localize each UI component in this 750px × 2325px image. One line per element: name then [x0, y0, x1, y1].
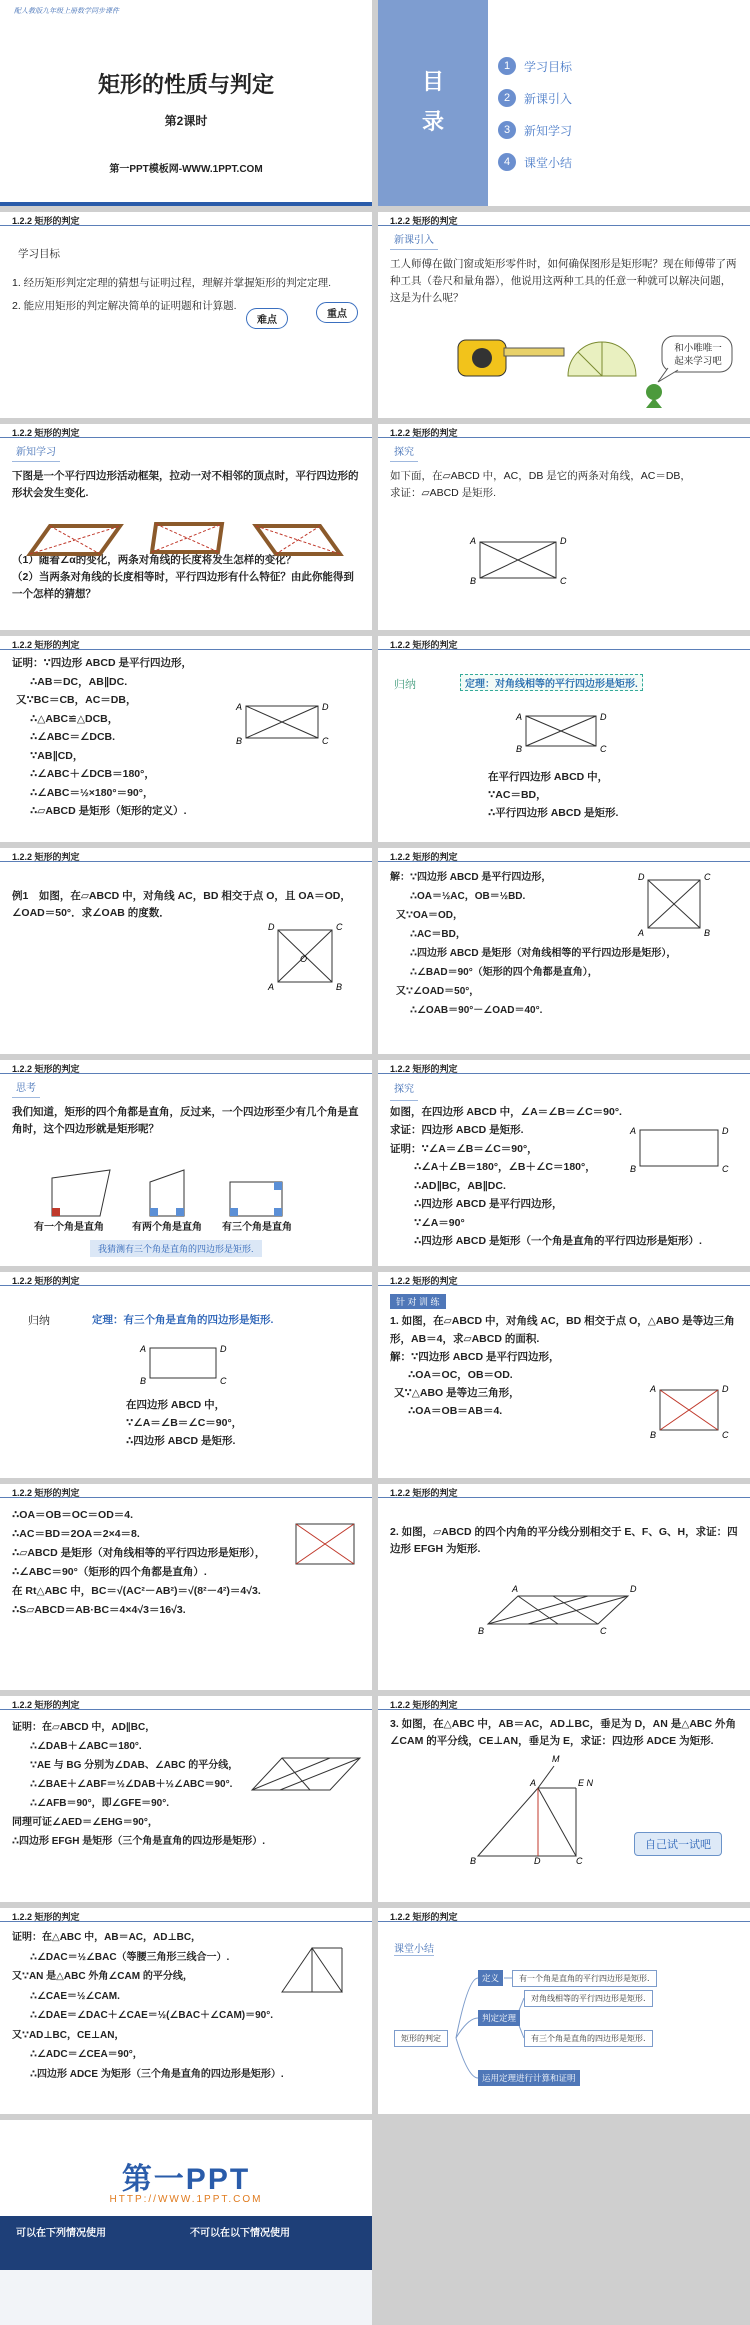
- svg-text:C: C: [600, 1626, 607, 1636]
- cover-subtitle: 第2课时: [164, 114, 208, 128]
- footer-left-title: 可以在下列情况使用: [16, 2228, 106, 2239]
- svg-text:B: B: [630, 1164, 637, 1174]
- vertex-label: B: [470, 576, 477, 586]
- slide-proof-1: [0, 636, 372, 842]
- svg-text:B: B: [140, 1376, 147, 1386]
- theorem-box: 定理：对角线相等的平行四边形是矩形.: [460, 674, 643, 691]
- svg-text:C: C: [576, 1856, 583, 1866]
- svg-text:O: O: [300, 954, 308, 964]
- question-line: （2）当两条对角线的长度相等时，平行四边形有什么特征？由此你能得到一个怎样的猜想？: [12, 571, 354, 600]
- footer-logo: 第一PPT: [121, 2163, 251, 2196]
- slide-practice-1-cont: [0, 1484, 372, 1690]
- theorem-line: 在平行四边形 ABCD 中，: [488, 771, 609, 783]
- proof-line: ∴四边形 ABCD 是矩形（一个角是直角的平行四边形是矩形）.: [414, 1235, 702, 1247]
- practice-text: 3. 如图，在△ABC 中，AB＝AC，AD⊥BC，垂足为 D，AN 是△ABC 外角∠CAM 的平分线，CE⊥AN，垂足为 E，求证：四边形 ADCE 为矩形.: [390, 1718, 736, 1747]
- toc-item-label: 新课引入: [524, 91, 573, 106]
- section-tag: 思考: [12, 1080, 40, 1098]
- proof-line: ∴∠ABC＋∠DCB＝180°，: [30, 768, 155, 780]
- proof-line: 求证：四边形 ABCD 是矩形.: [390, 1124, 524, 1136]
- svg-text:M: M: [552, 1754, 560, 1764]
- svg-text:B: B: [650, 1430, 657, 1440]
- slide-header: 1.2.2 矩形的判定: [378, 848, 750, 862]
- slide-header: 1.2.2 矩形的判定: [378, 1696, 750, 1710]
- proof-line: ∴∠BAE＋∠ABF＝½∠DAB＋½∠ABC＝90°.: [30, 1779, 233, 1790]
- proof-line: ∴∠CAE＝½∠CAM.: [30, 1990, 120, 2002]
- intro-text: 下图是一个平行四边形活动框架，拉动一对不相邻的顶点时，平行四边形的形状会发生变化.: [12, 470, 359, 499]
- slide-explore-2: [378, 1060, 750, 1266]
- slide-header: 1.2.2 矩形的判定: [378, 636, 750, 650]
- intro-text: 工人师傅在做门窗或矩形零件时，如何确保图形是矩形呢？现在师傅带了两种工具（卷尺和量角器），他说用这两种工具的任意一种就可以解决问题，这是为什么呢？: [390, 258, 737, 304]
- case-label: 有两个角是直角: [132, 1222, 202, 1233]
- proof-line: ∴∠ADC＝∠CEA＝90°，: [30, 2049, 143, 2060]
- proof-line: ∴∠ABC＝½×180°＝90°，: [30, 786, 154, 799]
- section-tag: 课堂小结: [394, 1940, 434, 1956]
- goal-line: 1. 经历矩形判定定理的猜想与证明过程，理解并掌握矩形的判定定理.: [12, 277, 332, 289]
- proof-line: ∵AE 与 BG 分别为∠DAB、∠ABC 的平分线，: [30, 1760, 239, 1771]
- proof-line: 证明：∵∠A＝∠B＝∠C＝90°，: [390, 1142, 538, 1155]
- solution-line: ∴四边形 ABCD 是矩形（对角线相等的平行四边形是矩形），: [410, 948, 677, 959]
- svg-text:B: B: [704, 928, 711, 938]
- solution-line: ∴OA＝½AC，OB＝½BD.: [410, 891, 526, 902]
- svg-text:C: C: [220, 1376, 227, 1386]
- toc-item-label: 学习目标: [524, 59, 573, 74]
- practice-line: 1. 如图，在▱ABCD 中，对角线 AC，BD 相交于点 O，△ABO 是等边三角形，AB＝4，求▱ABCD 的面积.: [390, 1315, 735, 1345]
- svg-text:A: A: [236, 702, 243, 712]
- svg-text:B: B: [470, 1856, 477, 1866]
- summary-center: 矩形的判定: [394, 2030, 448, 2047]
- proof-line: ∴∠ABC＝∠DCB.: [30, 731, 116, 743]
- summary-detail: 有三个角是直角的四边形是矩形.: [524, 2030, 653, 2047]
- problem-line: 求证：▱ABCD 是矩形.: [390, 487, 497, 499]
- svg-text:B: B: [478, 1626, 485, 1636]
- triangle-figure: [0, 1908, 372, 2114]
- svg-text:C: C: [600, 744, 607, 754]
- rectangle-figure: [0, 1484, 372, 1690]
- solution-line: ∴∠BAD＝90°（矩形的四个角都是直角），: [410, 967, 598, 978]
- svg-text:D: D: [268, 922, 275, 932]
- slide-intro: [378, 212, 750, 418]
- summary-detail: 有一个角是直角的平行四边形是矩形.: [512, 1970, 657, 1987]
- svg-text:A: A: [140, 1344, 147, 1354]
- proof-line: 又∵AD⊥BC，CE⊥AN，: [12, 2029, 125, 2041]
- tape-measure-icon: [458, 340, 564, 376]
- toc-slide: [378, 0, 750, 206]
- rectangle-figure: [0, 636, 372, 842]
- question-line: （1）随着∠α的变化，两条对角线的长度将发生怎样的变化？: [12, 554, 297, 566]
- case-label: 有一个角是直角: [34, 1222, 104, 1233]
- proof-line: ∴∠A＋∠B＝180°，∠B＋∠C＝180°，: [414, 1161, 596, 1173]
- proof-line: ∴∠DAC＝½∠BAC（等腰三角形三线合一）.: [30, 1951, 230, 1963]
- parallelogram-figure: [378, 1484, 750, 1690]
- rectangle-figure: [378, 848, 750, 1054]
- footer-slide: [0, 2120, 372, 2325]
- svg-text:C: C: [336, 922, 343, 932]
- theorem-line: ∴平行四边形 ABCD 是矩形.: [488, 807, 619, 819]
- proof-line: ∴▱ABCD 是矩形（矩形的定义）.: [30, 805, 187, 817]
- slide-header: 1.2.2 矩形的判定: [0, 1908, 372, 1922]
- solution-line: ∴∠OAB＝90°－∠OAD＝40°.: [410, 1005, 543, 1016]
- svg-text:E N: E N: [578, 1778, 594, 1788]
- theorem-line: 在四边形 ABCD 中，: [126, 1399, 226, 1411]
- svg-text:D: D: [722, 1384, 729, 1394]
- svg-text:B: B: [336, 982, 343, 992]
- slide-explore: [378, 424, 750, 630]
- svg-text:B: B: [236, 736, 243, 746]
- conjecture-banner: 我猜测有三个角是直角的四边形是矩形.: [90, 1240, 262, 1257]
- proof-line: ∴∠AFB＝90°，即∠GFE＝90°.: [30, 1798, 170, 1809]
- cover-title: 矩形的性质与判定: [97, 72, 274, 97]
- toc-item-label: 新知学习: [524, 123, 573, 138]
- slide-learning-goals: [0, 212, 372, 418]
- section-tag: 新知学习: [12, 444, 60, 462]
- slide-practice-1: [378, 1272, 750, 1478]
- proof-line: ∴AB＝DC，AB∥DC.: [30, 675, 128, 688]
- svg-text:D: D: [600, 712, 607, 722]
- vertex-label: A: [470, 536, 477, 546]
- slide-header: 1.2.2 矩形的判定: [0, 1060, 372, 1074]
- vertex-label: C: [560, 576, 567, 586]
- triangle-figure: [378, 1696, 750, 1902]
- slide-header: 1.2.2 矩形的判定: [378, 212, 750, 226]
- summary-branch: 运用定理进行计算和证明: [478, 2070, 580, 2086]
- svg-text:D: D: [638, 872, 645, 882]
- solution-line: 解：∵四边形 ABCD 是平行四边形，: [390, 872, 552, 883]
- rectangle-figure: [378, 424, 750, 630]
- svg-text:A: A: [530, 1778, 537, 1788]
- svg-text:C: C: [322, 736, 329, 746]
- slide-header: 1.2.2 矩形的判定: [0, 212, 372, 226]
- solution-line: ∴∠ABC＝90°（矩形的四个角都是直角）.: [12, 1566, 207, 1578]
- practice-tag: 针 对 训 练: [390, 1294, 446, 1309]
- svg-text:D: D: [322, 702, 329, 712]
- proof-line: 如图，在四边形 ABCD 中，∠A＝∠B＝∠C＝90°.: [390, 1105, 622, 1118]
- parallelogram-figure: [0, 1696, 372, 1902]
- slide-think: [0, 1060, 372, 1266]
- rectangle-figure: [0, 848, 372, 1054]
- slide-header: 1.2.2 矩形的判定: [378, 1272, 750, 1286]
- try-yourself-button[interactable]: 自己试一试吧: [634, 1832, 722, 1856]
- slide-theorem-1: [378, 636, 750, 842]
- summary-branch: 判定定理: [478, 2010, 520, 2026]
- slide-proof-3: [0, 1908, 372, 2114]
- section-tag: 新课引入: [390, 232, 438, 250]
- slide-proof-2: [0, 1696, 372, 1902]
- proof-line: ∴四边形 ADCE 为矩形（三个角是直角的四边形是矩形）.: [30, 2068, 284, 2080]
- rectangle-figure: [378, 1272, 750, 1478]
- svg-text:A: A: [516, 712, 523, 722]
- toc-item[interactable]: [498, 114, 572, 146]
- section-tag: 探究: [390, 444, 418, 462]
- proof-line: 证明：在△ABC 中，AB＝AC，AD⊥BC，: [12, 1932, 202, 1943]
- slide-theorem-2: [0, 1272, 372, 1478]
- slide-header: 1.2.2 矩形的判定: [0, 848, 372, 862]
- slide-header: 1.2.2 矩形的判定: [0, 636, 372, 650]
- svg-text:C: C: [722, 1430, 729, 1440]
- svg-text:A: A: [630, 1126, 637, 1136]
- slide-example-1: [0, 848, 372, 1054]
- cover-topline: 配人教版九年级上册数学同步课件: [14, 8, 119, 15]
- practice-line: 解：∵四边形 ABCD 是平行四边形，: [390, 1351, 560, 1363]
- proof-line: ∴∠DAB＋∠ABC＝180°.: [30, 1741, 142, 1752]
- proof-line: 证明：∵四边形 ABCD 是平行四边形，: [12, 657, 192, 669]
- cover-slide: [0, 0, 372, 206]
- key-point-oval: 重点: [316, 302, 358, 323]
- theorem-line: ∴四边形 ABCD 是矩形.: [126, 1435, 236, 1447]
- toc-item[interactable]: [498, 82, 572, 114]
- svg-text:A: A: [268, 982, 275, 992]
- think-text: 我们知道，矩形的四个角都是直角，反过来，一个四边形至少有几个角是直角时，这个四边形就是矩形呢？: [12, 1106, 359, 1135]
- proof-line: ∵∠A＝90°: [414, 1216, 465, 1229]
- proof-line: 同理可证∠AED＝∠EHG＝90°，: [12, 1817, 158, 1828]
- quadrilaterals-figure: [0, 1060, 372, 1266]
- slide-practice-3: [378, 1696, 750, 1902]
- tools-illustration: [378, 212, 750, 418]
- proof-line: ∵AB∥CD，: [30, 749, 84, 762]
- svg-text:C: C: [704, 872, 711, 882]
- proof-line: ∴四边形 ABCD 是平行四边形，: [414, 1198, 563, 1210]
- toc-item[interactable]: [498, 50, 572, 82]
- slide-summary: [378, 1908, 750, 2114]
- proof-line: 又∵BC＝CB，AC＝DB，: [16, 694, 137, 706]
- proof-line: ∴四边形 EFGH 是矩形（三个角是直角的四边形是矩形）.: [12, 1836, 266, 1847]
- solution-line: ∴AC＝BD＝2OA＝2×4＝8.: [12, 1528, 140, 1540]
- cover-site: 第一PPT模板网-WWW.1PPT.COM: [109, 164, 263, 175]
- bubble-line: 和小唯唯一: [674, 343, 722, 354]
- slide-header: 1.2.2 矩形的判定: [378, 424, 750, 438]
- section-tag: 归纳: [28, 1315, 50, 1327]
- footer-link-area: [0, 2270, 372, 2325]
- solution-line: ∴▱ABCD 是矩形（对角线相等的平行四边形是矩形），: [12, 1547, 266, 1559]
- slide-header: 1.2.2 矩形的判定: [0, 424, 372, 438]
- frames-figure: [0, 424, 372, 630]
- cover-bottom-bar: [0, 202, 372, 206]
- footer-url: HTTP://WWW.1PPT.COM: [109, 2194, 263, 2205]
- protractor-icon: [568, 342, 636, 376]
- slide-header: 1.2.2 矩形的判定: [0, 1696, 372, 1710]
- svg-text:C: C: [722, 1164, 729, 1174]
- svg-text:B: B: [516, 744, 523, 754]
- goal-line: 2. 能应用矩形的判定解决简单的证明题和计算题.: [12, 300, 237, 312]
- proof-line: 又∵AN 是△ABC 外角∠CAM 的平分线，: [12, 1971, 193, 1982]
- toc-list: [498, 50, 572, 178]
- svg-text:A: A: [512, 1584, 519, 1594]
- svg-text:D: D: [722, 1126, 729, 1136]
- slide-solution-1: [378, 848, 750, 1054]
- rectangle-figure: [378, 1060, 750, 1266]
- solution-line: 又∵∠OAD＝50°，: [396, 986, 480, 997]
- svg-text:A: A: [650, 1384, 657, 1394]
- solution-line: ∴OA＝OB＝OC＝OD＝4.: [12, 1509, 134, 1521]
- toc-item[interactable]: [498, 146, 572, 178]
- theorem-line: ∵∠A＝∠B＝∠C＝90°，: [126, 1417, 243, 1429]
- svg-text:D: D: [630, 1584, 637, 1594]
- proof-line: 证明：在▱ABCD 中，AD∥BC，: [12, 1722, 156, 1733]
- slide-new-knowledge: [0, 424, 372, 630]
- practice-line: ∴OA＝OB＝AB＝4.: [408, 1405, 503, 1417]
- svg-text:A: A: [638, 928, 645, 938]
- example-line: 例1 如图，在▱ABCD 中，对角线 AC，BD 相交于点 O，且 OA＝OD，: [12, 890, 351, 902]
- toc-number-badge: 3: [498, 121, 516, 139]
- section-tag: 探究: [390, 1081, 418, 1101]
- section-tag: 学习目标: [18, 248, 60, 260]
- section-tag: 归纳: [394, 679, 416, 691]
- difficult-point-oval: 难点: [246, 308, 288, 329]
- solution-line: ∴AC＝BD，: [410, 929, 466, 940]
- vertex-label: D: [560, 536, 567, 546]
- theorem-line: ∵AC＝BD，: [488, 789, 547, 801]
- practice-text: 2. 如图，▱ABCD 的四个内角的平分线分别相交于 E、F、G、H，求证：四边形 EFGH 为矩形.: [390, 1526, 738, 1555]
- theorem-text: 定理：有三个角是直角的四边形是矩形.: [92, 1314, 274, 1326]
- slide-header: 1.2.2 矩形的判定: [378, 1484, 750, 1498]
- slide-header: 1.2.2 矩形的判定: [378, 1908, 750, 1922]
- slide-header: 1.2.2 矩形的判定: [0, 1272, 372, 1286]
- speech-bubble-text: [668, 342, 728, 368]
- svg-text:D: D: [534, 1856, 541, 1866]
- summary-branch: 定义: [478, 1970, 503, 1986]
- slide-header: 1.2.2 矩形的判定: [378, 1060, 750, 1074]
- character-icon: [646, 384, 662, 408]
- toc-number-badge: 2: [498, 89, 516, 107]
- toc-item-label: 课堂小结: [524, 155, 573, 170]
- practice-line: ∴OA＝OC，OB＝OD.: [408, 1369, 513, 1381]
- problem-line: 如下面，在▱ABCD 中，AC，DB 是它的两条对角线，AC＝DB，: [390, 470, 691, 482]
- footer-right-title: 不可以在以下情况使用: [190, 2228, 290, 2239]
- toc-heading: 目 录: [421, 69, 444, 134]
- toc-number-badge: 1: [498, 57, 516, 75]
- example-line: ∠OAD＝50°．求∠OAB 的度数．: [12, 907, 170, 919]
- solution-line: 在 Rt△ABC 中，BC＝√(AC²－AB²)＝√(8²－4²)＝4√3.: [12, 1585, 261, 1597]
- bubble-line: 起来学习吧: [674, 356, 722, 367]
- toc-number-badge: 4: [498, 153, 516, 171]
- practice-line: 又∵△ABO 是等边三角形，: [394, 1387, 520, 1399]
- proof-line: ∴∠DAE＝∠DAC＋∠CAE＝½(∠BAC＋∠CAM)＝90°.: [30, 2010, 274, 2021]
- solution-line: ∴S▱ABCD＝AB·BC＝4×4√3＝16√3.: [12, 1604, 186, 1616]
- svg-text:D: D: [220, 1344, 227, 1354]
- proof-line: ∴AD∥BC，AB∥DC.: [414, 1179, 506, 1192]
- slide-practice-2: [378, 1484, 750, 1690]
- summary-detail: 对角线相等的平行四边形是矩形.: [524, 1990, 653, 2007]
- case-label: 有三个角是直角: [222, 1222, 292, 1233]
- proof-line: ∴△ABC≌△DCB，: [30, 712, 119, 725]
- slide-header: 1.2.2 矩形的判定: [0, 1484, 372, 1498]
- solution-line: 又∵OA＝OD，: [396, 910, 463, 921]
